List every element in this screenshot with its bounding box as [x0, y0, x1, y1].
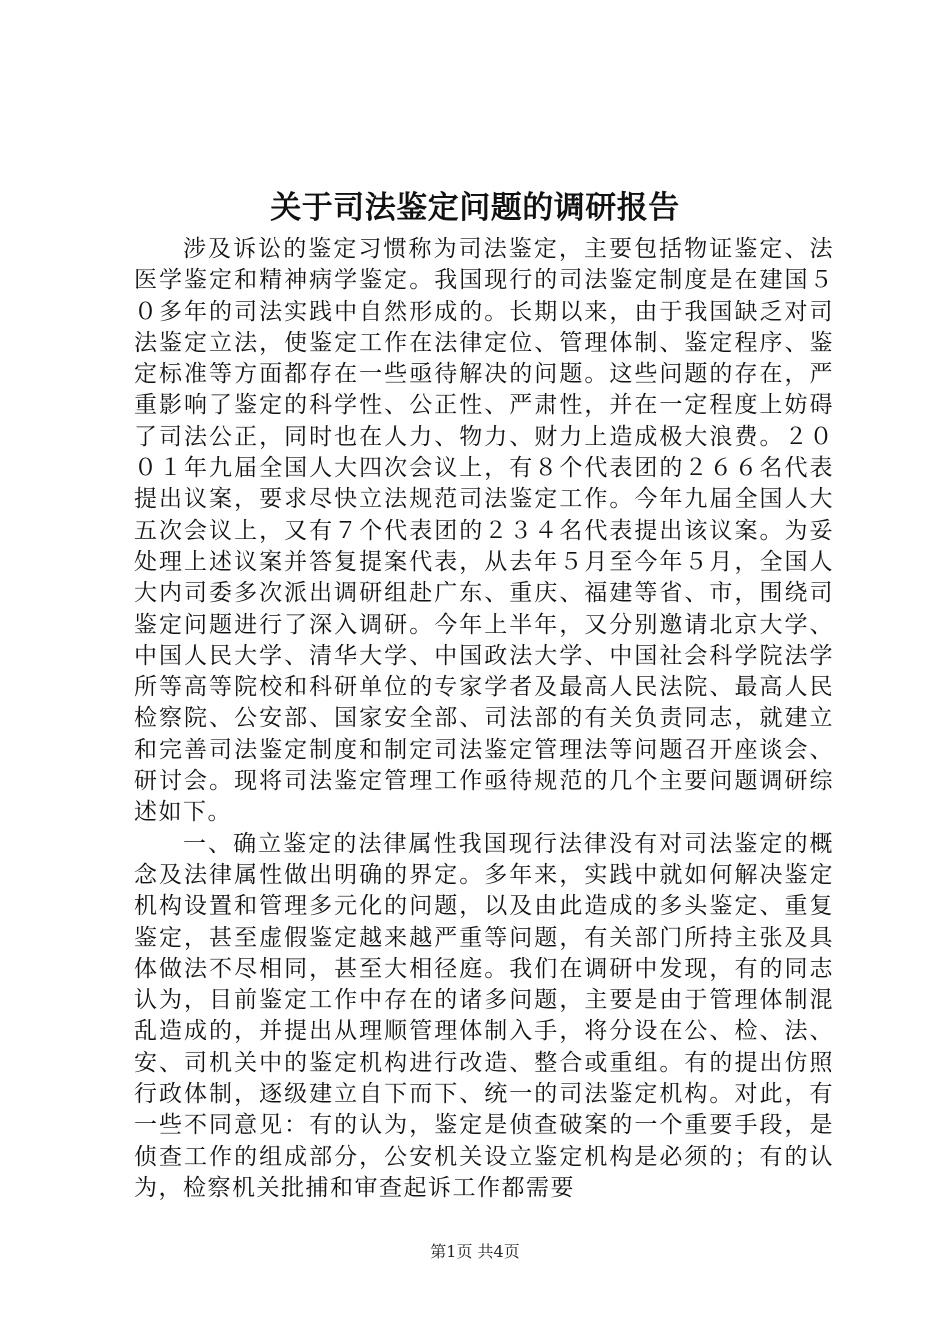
page-number-footer: 第1页 共4页 — [430, 1242, 520, 1261]
document-body — [134, 234, 834, 1204]
paragraph-section-one: 一、确立鉴定的法律属性我国现行法律没有对司法鉴定的概念及法律属性做出明确的界定。多年来，实践中就如何解决鉴定机构设置和管理多元化的问题，以及由此造成的多头鉴定、重复鉴定，甚至虚假鉴定越来越严重等问题，有关部门所持主张及具体做法不尽相同，甚至大相径庭。我们在调研中发现，有的同志认为，目前鉴定工作中存在的诸多问题，主要是由于管理体制混乱造成的，并提出从理顺管理体制入手，将分设在公、检、法、安、司机关中的鉴定机构进行改造、整合或重组。有的提出仿照行政体制，逐级建立自下而下、统一的司法鉴定机构。对此，有一些不同意见：有的认为，鉴定是侦查破案的一个重要手段，是侦查工作的组成部分，公安机关设立鉴定机构是必须的；有的认为，检察机关批捕和审查起诉工作都需要 — [134, 830, 834, 1201]
paragraph-intro: 涉及诉讼的鉴定习惯称为司法鉴定，主要包括物证鉴定、法医学鉴定和精神病学鉴定。我国现行的司法鉴定制度是在建国５０多年的司法实践中自然形成的。长期以来，由于我国缺乏对司法鉴定立法，使鉴定工作在法律定位、管理体制、鉴定程序、鉴定标准等方面都存在一些亟待解决的问题。这些问题的存在，严重影响了鉴定的科学性、公正性、严肃性，并在一定程度上妨碍了司法公正，同时也在人力、物力、财力上造成极大浪费。２００１年九届全国人大四次会议上，有８个代表团的２６６名代表提出议案，要求尽快立法规范司法鉴定工作。今年九届全国人大五次会议上，又有７个代表团的２３４名代表提出该议案。为妥处理上述议案并答复提案代表，从去年５月至今年５月，全国人大内司委多次派出调研组赴广东、重庆、福建等省、市，围绕司鉴定问题进行了深入调研。今年上半年，又分别邀请北京大学、中国人民大学、清华大学、中国政法大学、中国社会科学院法学所等高等院校和科研单位的专家学者及最高人民法院、最高人民检察院、公安部、国家安全部、司法部的有关负责同志，就建立和完善司法鉴定制度和制定司法鉴定管理法等问题召开座谈会、研讨会。现将司法鉴定管理工作亟待规范的几个主要问题调研综述如下。 — [134, 236, 834, 826]
document-title: 关于司法鉴定问题的调研报告 — [270, 190, 680, 226]
